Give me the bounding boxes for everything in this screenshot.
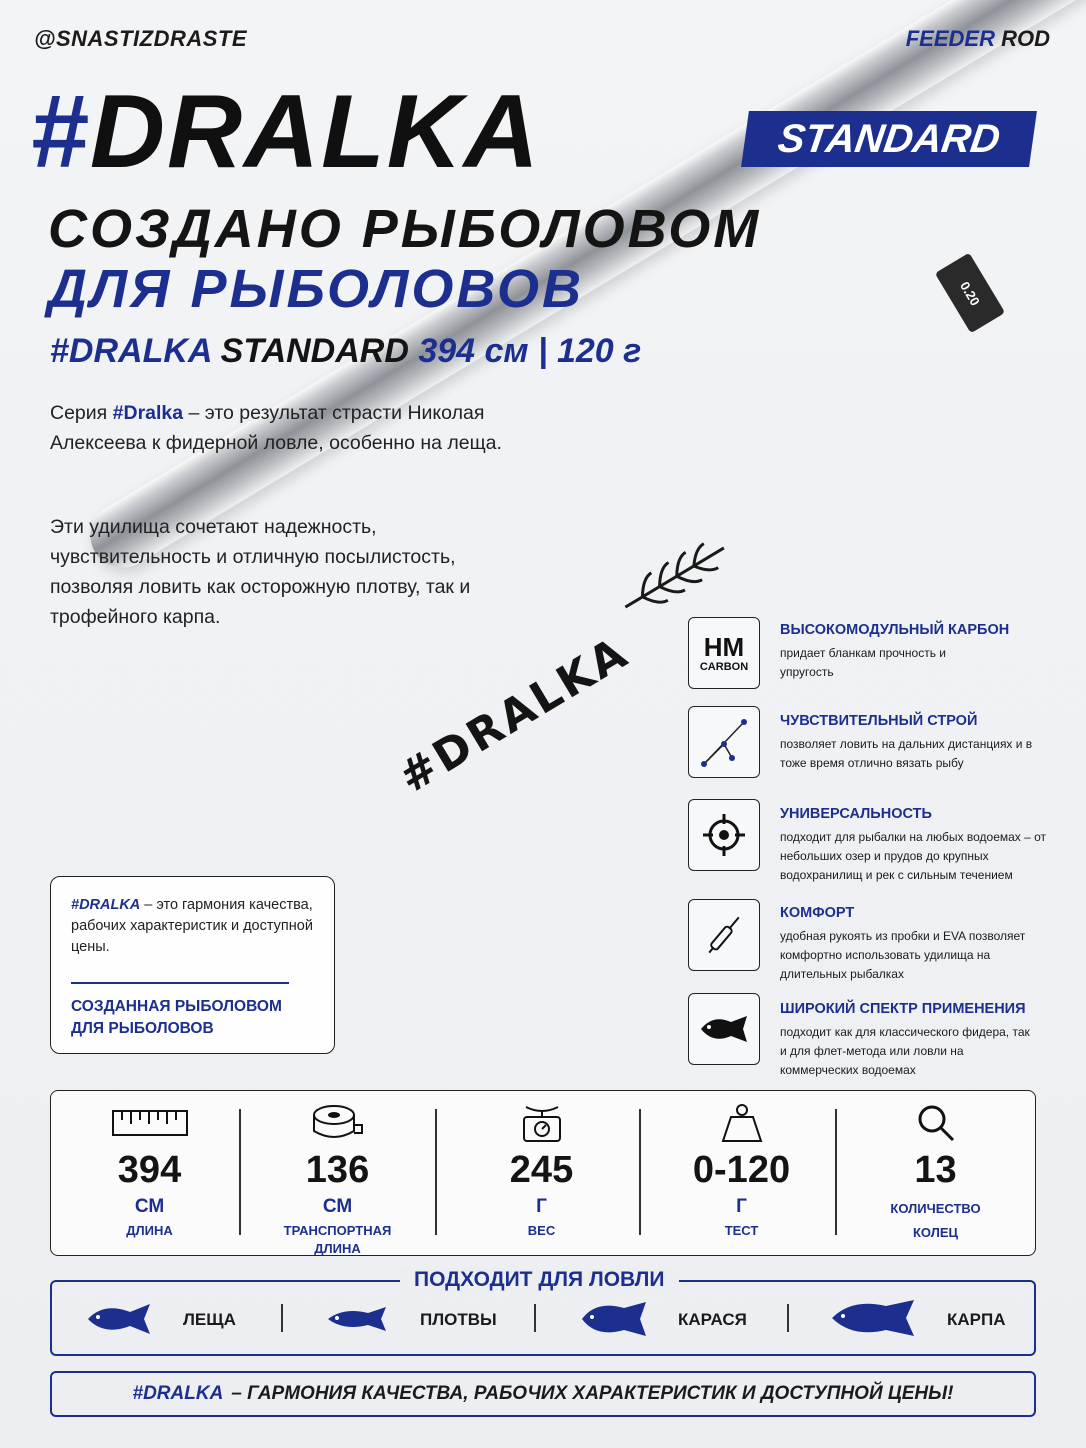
handle-icon (688, 899, 760, 971)
feature-title: КОМФОРТ (780, 905, 855, 921)
social-handle: @SNASTIZDRASTE (34, 26, 248, 51)
spec-divider (435, 1109, 437, 1235)
feature-title: ШИРОКИЙ СПЕКТР ПРИМЕНЕНИЯ (780, 1001, 1026, 1017)
magnifier-icon (837, 1103, 1034, 1143)
weight-icon (643, 1103, 840, 1143)
hm-icon-sub: CARBON (699, 661, 749, 673)
feature-universal (688, 799, 760, 871)
feature-hm-carbon (688, 617, 760, 689)
feature-hm-carbon-text (780, 622, 1009, 682)
spec-value: 245 (509, 1149, 574, 1191)
feature-desc: позволяет ловить на дальних дистанциях и в тоже время отлично вязать рыбу (780, 737, 1033, 770)
spec-value: 0-120 (692, 1149, 791, 1191)
model-line (50, 332, 641, 371)
rod-action-icon (688, 706, 760, 778)
spec-transport-length (239, 1091, 436, 1258)
feature-title: ВЫСОКОМОДУЛЬНЫЙ КАРБОН (780, 622, 1010, 638)
feature-desc: удобная рукоять из пробки и EVA позволяет комфортно использовать удилища на длительных рыбалках (780, 929, 1026, 981)
rod-tag-text: 0.20 (957, 278, 983, 308)
category-word-2: ROD (1001, 26, 1050, 51)
tape-measure-icon (239, 1103, 436, 1143)
spec-value: 136 (305, 1149, 370, 1191)
brand-title (30, 74, 541, 190)
info-card-caption-2: ДЛЯ РЫБОЛОВОВ (71, 1020, 214, 1037)
brand-hash: # (30, 74, 90, 190)
info-card-divider (71, 982, 289, 984)
footer-text: – ГАРМОНИЯ КАЧЕСТВА, РАБОЧИХ ХАРАКТЕРИСТИК И ДОСТУПНОЙ ЦЕНЫ! (231, 1383, 954, 1404)
spec-label: ВЕС (527, 1223, 556, 1238)
feature-comfort-text (780, 905, 1055, 984)
target-icon (688, 799, 760, 871)
spec-label: ТРАНСПОРТНАЯ (283, 1223, 392, 1238)
feature-wide-use-text (780, 1001, 1030, 1080)
info-card (50, 876, 335, 1054)
fish-icon (688, 993, 760, 1065)
feature-desc: подходит для рыбалки на любых водоемах – от небольших озер и прудов до крупных водохранилищ и рек с сильным течением (780, 830, 1047, 882)
spec-value: 13 (914, 1149, 957, 1191)
info-card-caption-1: СОЗДАННАЯ РЫБОЛОВОМ (71, 998, 282, 1015)
carp-fish-icon (830, 1298, 918, 1343)
feature-title: УНИВЕРСАЛЬНОСТЬ (780, 806, 932, 822)
spec-label: ТЕСТ (724, 1223, 759, 1238)
feature-desc: подходит как для классического фидера, так и для флет-метода или ловли на коммерческих водоемах (780, 1025, 1030, 1077)
spec-label-2: ДЛИНА (314, 1241, 361, 1256)
feature-wide-use (688, 993, 760, 1065)
crucian-fish-icon (580, 1300, 650, 1343)
feature-action (688, 706, 760, 778)
fish-panel-title: ПОДХОДИТ ДЛЯ ЛОВЛИ (400, 1268, 679, 1292)
spec-label-2: КОЛЕЦ (912, 1225, 958, 1240)
category-label (906, 26, 1050, 52)
slogan-line-2: ДЛЯ РЫБОЛОВОВ (48, 259, 585, 319)
hm-icon-text: HM (703, 632, 745, 662)
fish-divider (787, 1304, 789, 1332)
spec-length (51, 1091, 248, 1240)
feature-action-text (780, 713, 1050, 773)
desc-prefix: Серия (50, 402, 113, 424)
model-spec: 394 см | 120 г (418, 332, 642, 370)
spec-unit: СМ (322, 1196, 353, 1217)
spec-divider (639, 1109, 641, 1235)
model-edition: STANDARD (220, 332, 409, 370)
model-name: #DRALKA (50, 332, 212, 370)
fish-name: ЛЕЩА (183, 1310, 236, 1329)
desc-brand: #Dralka (112, 402, 184, 424)
footer-banner (50, 1371, 1036, 1417)
fish-divider (281, 1304, 283, 1332)
brand-name: DRALKA (89, 74, 541, 190)
slogan-line-1: СОЗДАНО РЫБОЛОВОМ (48, 199, 762, 259)
spec-rings (837, 1091, 1034, 1242)
fish-name: КАРПА (947, 1310, 1006, 1329)
roach-fish-icon (326, 1305, 390, 1338)
hm-carbon-icon (688, 617, 760, 689)
info-card-brand: #DRALKA (71, 897, 141, 913)
category-word-1: FEEDER (905, 26, 995, 51)
scale-icon (443, 1103, 640, 1143)
footer-brand: #DRALKA (132, 1383, 224, 1404)
bream-fish-icon (86, 1302, 154, 1341)
description-paragraph-1 (50, 398, 520, 458)
fish-name: ПЛОТВЫ (420, 1310, 497, 1329)
fish-name: КАРАСЯ (678, 1310, 747, 1329)
spec-test (643, 1091, 840, 1240)
spec-label: КОЛИЧЕСТВО (890, 1201, 981, 1216)
ruler-icon (51, 1103, 248, 1143)
rod-brand-label: #DRALKA (390, 626, 638, 804)
spec-unit: Г (536, 1196, 547, 1217)
spec-unit: Г (736, 1196, 747, 1217)
edition-badge-text: STANDARD (775, 116, 1003, 161)
spec-label: ДЛИНА (126, 1223, 173, 1238)
fish-divider (534, 1304, 536, 1332)
info-card-text (71, 895, 314, 958)
spec-value: 394 (117, 1149, 182, 1191)
desc-rest: – это результат страсти Николая Алексеева к фидерной ловле, особенно на леща. (50, 402, 502, 454)
feature-universal-text (780, 806, 1055, 885)
description-paragraph-2: Эти удилища сочетают надежность, чувствительность и отличную посылистость, позволяя ловить как осторожную плотву, так и трофейного карпа. (50, 516, 471, 628)
feature-title: ЧУВСТВИТЕЛЬНЫЙ СТРОЙ (780, 713, 978, 729)
feature-comfort (688, 899, 760, 971)
feature-desc: придает бланкам прочность и упругость (780, 646, 946, 679)
rod-tag (935, 253, 1005, 334)
specs-panel (50, 1090, 1036, 1256)
spec-unit: СМ (134, 1196, 165, 1217)
spec-weight (443, 1091, 640, 1240)
info-card-body: – это гармония качества, рабочих характеристик и доступной цены. (71, 897, 313, 955)
edition-badge (741, 111, 1037, 167)
